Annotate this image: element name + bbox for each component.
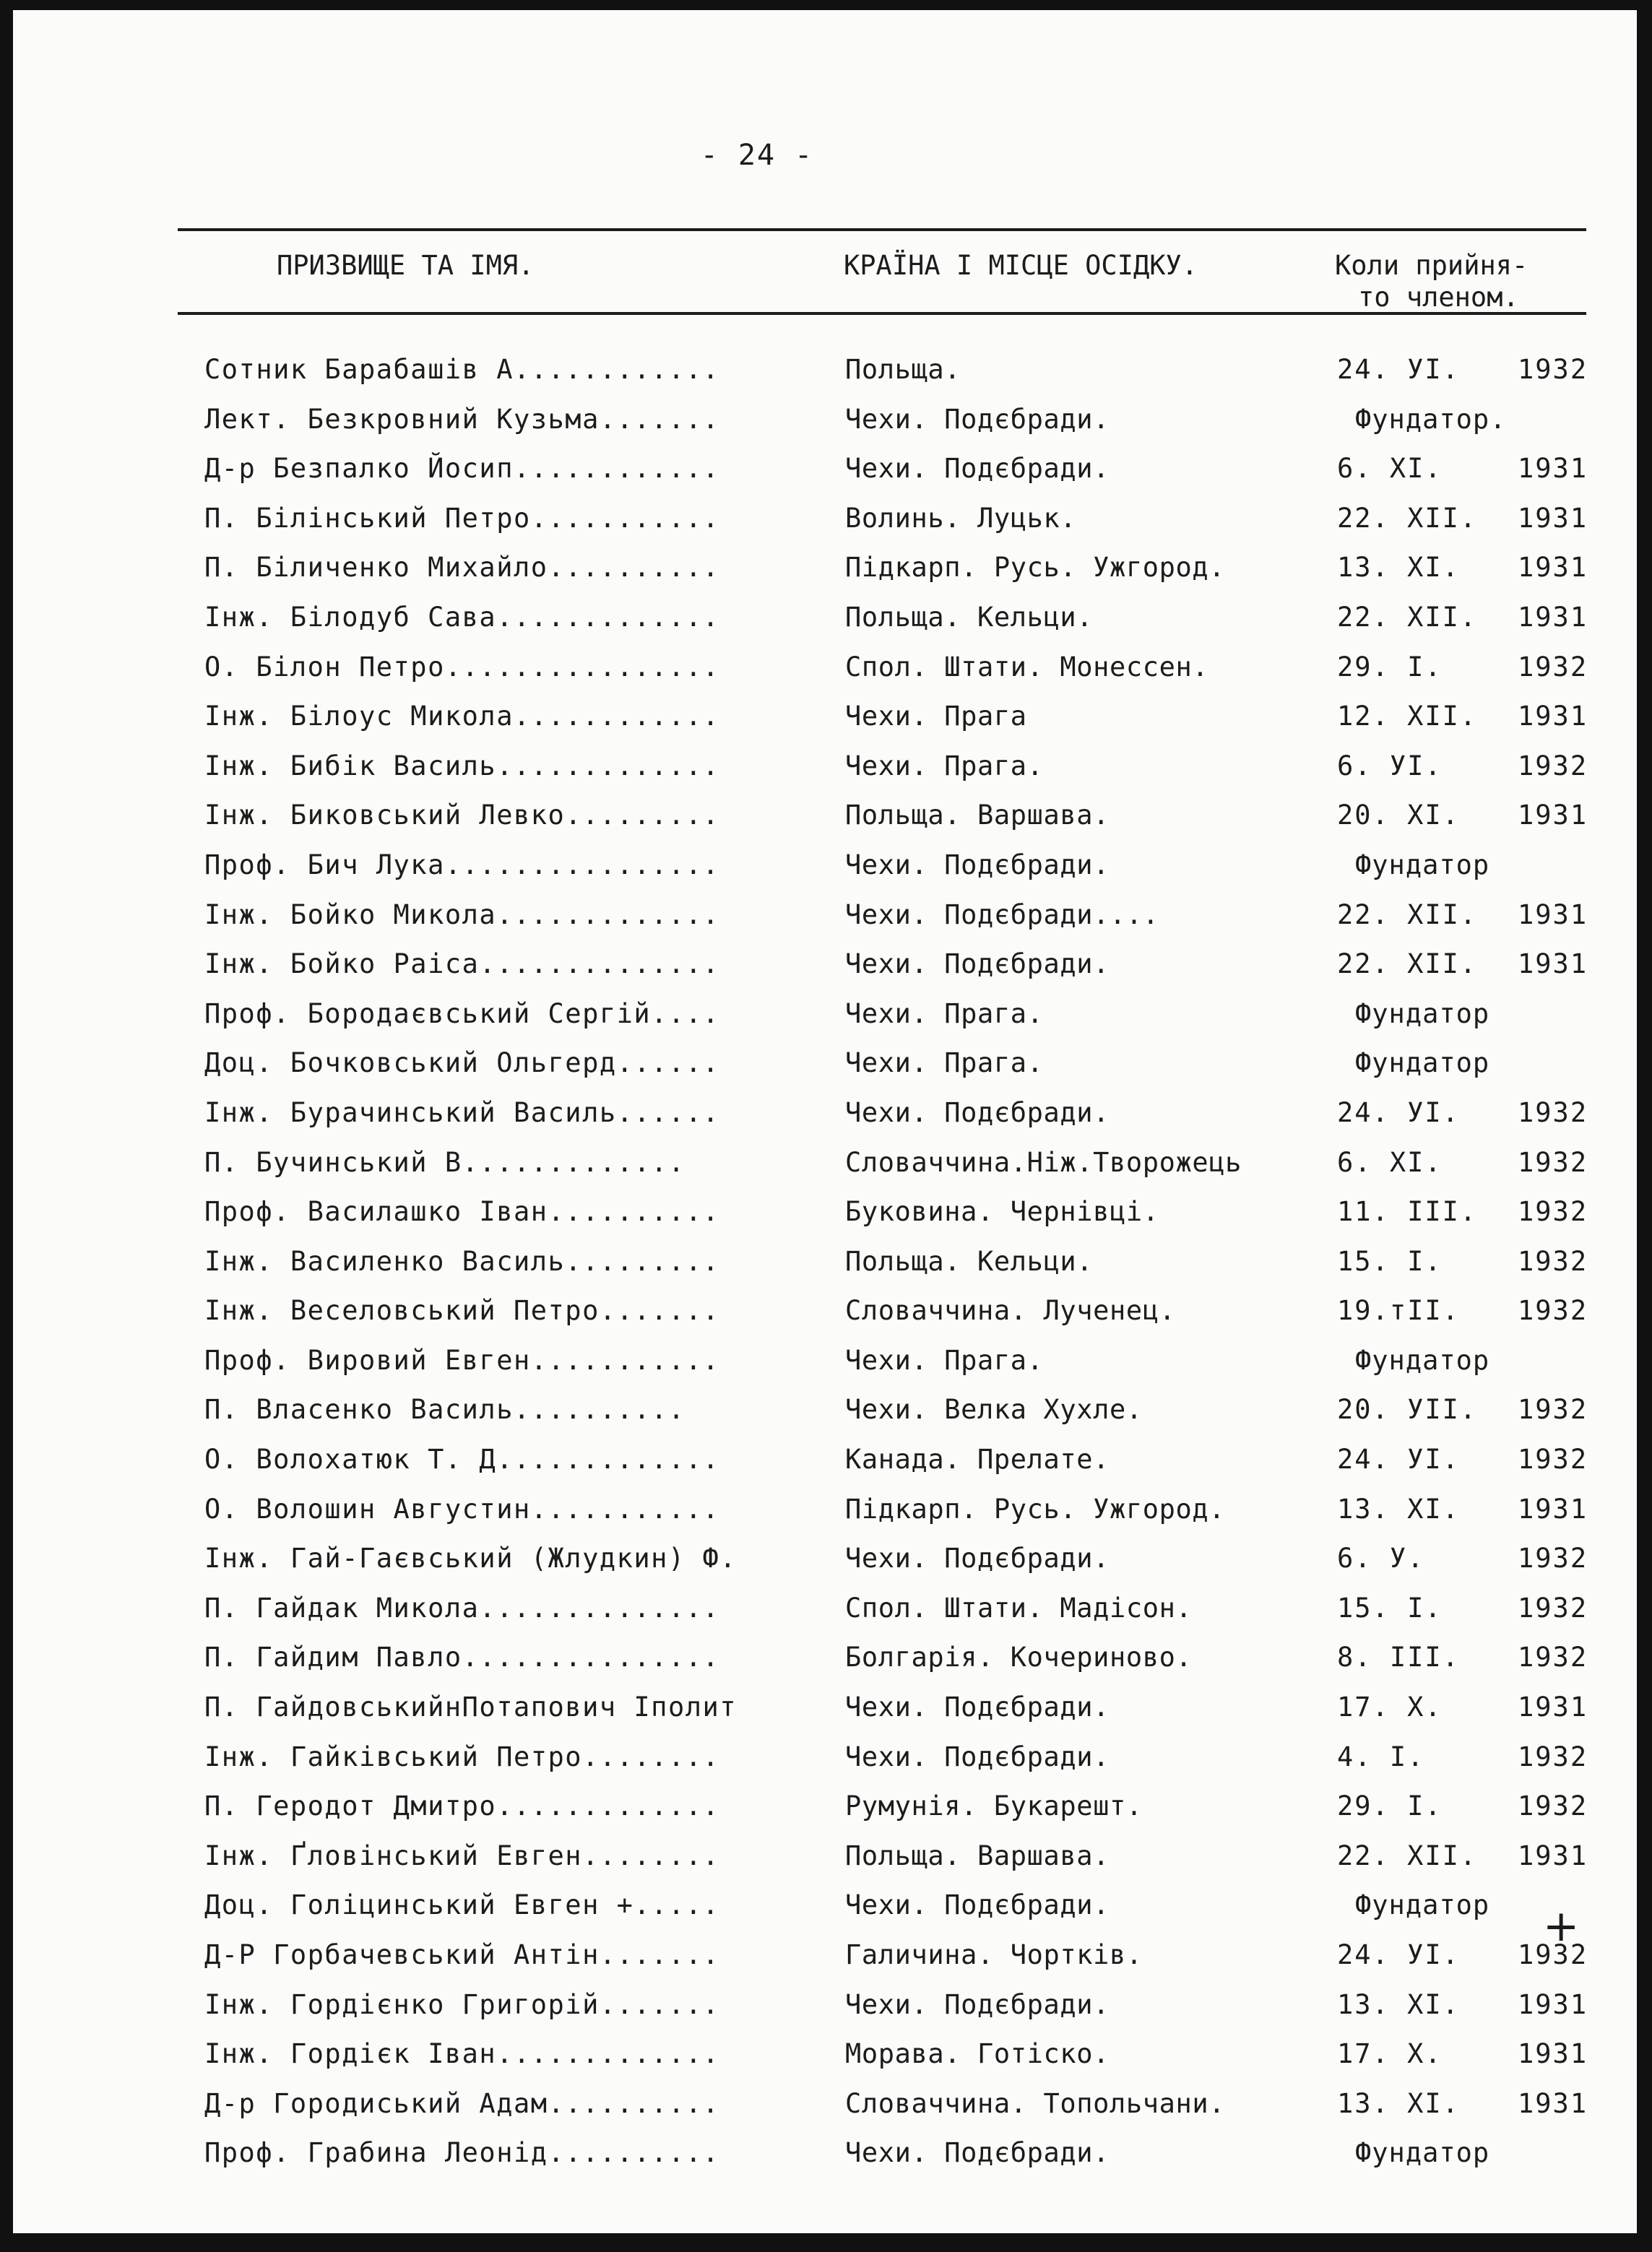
member-join-date: 13. ХІ.: [1337, 2087, 1460, 2119]
member-join-year: 1932: [1518, 1096, 1588, 1128]
member-name: О. Волохатюк Т. Д.............: [204, 1444, 720, 1476]
member-status: Фундатор: [1355, 1047, 1490, 1079]
member-location: Чехи. Прага: [845, 701, 1027, 732]
member-name: Д-Р Горбачевський Антін.......: [204, 1939, 720, 1970]
member-name: Проф. Грабина Леонід..........: [204, 2137, 720, 2169]
member-location: Волинь. Луцьк.: [845, 502, 1077, 534]
member-location: Чехи. Подєбради.: [845, 849, 1110, 880]
member-name: Проф. Вировий Евген...........: [204, 1344, 720, 1376]
member-name: П. Геродот Дмитро.............: [204, 1790, 720, 1822]
member-name: Проф. Бородаєвський Сергій....: [204, 997, 720, 1029]
page-number: - 24 -: [700, 139, 814, 172]
member-join-date: 17. Х.: [1337, 2038, 1443, 2070]
member-name: Інж. Веселовський Петро.......: [204, 1295, 720, 1327]
member-join-date: 15. І.: [1337, 1592, 1443, 1624]
member-name: Інж. Бойко Микола.............: [204, 898, 720, 930]
member-row: [13, 693, 1637, 743]
member-location: Чехи. Прага.: [845, 750, 1044, 781]
member-join-year: 1931: [1518, 701, 1588, 732]
member-join-date: 4. І.: [1337, 1741, 1425, 1772]
member-row: [13, 1288, 1637, 1338]
member-row: [13, 1634, 1637, 1684]
member-join-year: 1931: [1518, 1692, 1588, 1723]
member-join-date: 6. УІ.: [1337, 750, 1443, 781]
member-name: Інж. Бибік Василь.............: [204, 750, 720, 781]
member-join-date: 15. І.: [1337, 1245, 1443, 1277]
header-place-column: КРАЇНА І МІСЦЕ ОСІДКУ.: [844, 250, 1198, 281]
member-row: [13, 1387, 1637, 1437]
member-location: Польща.: [845, 354, 961, 385]
member-name: О. Волошин Августин...........: [204, 1493, 720, 1525]
member-name: П. Білінський Петро...........: [204, 502, 720, 534]
member-location: Буковина. Чернівці.: [845, 1196, 1159, 1228]
member-location: Чехи. Подєбради.: [845, 1692, 1110, 1723]
member-location: Болгарія. Кочериново.: [845, 1642, 1193, 1673]
member-row: [13, 1239, 1637, 1289]
member-join-year: 1932: [1518, 1245, 1588, 1277]
member-row: [13, 2130, 1637, 2180]
member-row: [13, 1486, 1637, 1536]
member-join-year: 1932: [1518, 1642, 1588, 1673]
member-join-year: 1931: [1518, 2038, 1588, 2070]
member-name: П. Власенко Василь..........: [204, 1394, 686, 1426]
member-join-year: 1931: [1518, 502, 1588, 534]
member-join-date: 13. ХІ.: [1337, 1493, 1460, 1525]
member-join-year: 1932: [1518, 1939, 1588, 1970]
member-name: Лект. Безкровний Кузьма.......: [204, 403, 720, 435]
member-location: Чехи. Подєбради.: [845, 403, 1110, 435]
member-location: Польща. Кельци.: [845, 1245, 1094, 1277]
member-join-date: 22. ХІІ.: [1337, 948, 1478, 980]
member-name: П. Гайдак Микола..............: [204, 1592, 720, 1624]
member-join-year: 1932: [1518, 750, 1588, 781]
member-join-year: 1932: [1518, 1196, 1588, 1228]
member-join-date: 24. УІ.: [1337, 1939, 1460, 1970]
member-row: [13, 1536, 1637, 1585]
member-join-date: 20. ХІ.: [1337, 800, 1460, 831]
member-row: [13, 1437, 1637, 1486]
member-location: Чехи. Подєбради.: [845, 1889, 1110, 1921]
member-row: [13, 397, 1637, 446]
member-row: [13, 1189, 1637, 1239]
member-row: [13, 1090, 1637, 1140]
member-join-date: 6. ХІ.: [1337, 453, 1443, 485]
member-location: Чехи. Подєбради.: [845, 948, 1110, 980]
member-location: Галичина. Чортків.: [845, 1939, 1143, 1970]
member-location: Чехи. Подєбради.: [845, 453, 1110, 485]
member-join-date: 22. ХІІ.: [1337, 1840, 1478, 1871]
member-location: Підкарп. Русь. Ужгород.: [845, 552, 1226, 584]
member-join-year: 1932: [1518, 1146, 1588, 1178]
member-join-date: 17. Х.: [1337, 1692, 1443, 1723]
member-join-date: 12. ХІІ.: [1337, 701, 1478, 732]
member-location: Словаччина.Ніж.Творожець: [845, 1146, 1242, 1178]
member-name: П. Бучинський В.............: [204, 1146, 686, 1178]
member-location: Спол. Штати. Мадісон.: [845, 1592, 1193, 1624]
member-join-year: 1931: [1518, 1840, 1588, 1871]
member-row: [13, 1932, 1637, 1982]
member-join-date: 22. ХІІ.: [1337, 502, 1478, 534]
member-row: [13, 892, 1637, 942]
member-name: Проф. Василашко Іван..........: [204, 1196, 720, 1228]
member-name: Інж. Бойко Раіса..............: [204, 948, 720, 980]
member-name: Інж. Гордієк Іван.............: [204, 2038, 720, 2070]
member-status: Фундатор: [1355, 1344, 1490, 1376]
member-location: Чехи. Прага.: [845, 1344, 1044, 1376]
member-join-date: 29. І.: [1337, 1790, 1443, 1822]
member-row: [13, 347, 1637, 397]
member-row: [13, 1833, 1637, 1883]
member-row: [13, 1734, 1637, 1784]
member-location: Чехи. Подєбради.: [845, 2137, 1110, 2169]
member-location: Румунія. Букарешт.: [845, 1790, 1143, 1822]
member-row: [13, 545, 1637, 594]
member-name: Д-р Безпалко Йосип............: [204, 453, 720, 485]
member-join-year: 1931: [1518, 601, 1588, 633]
member-join-year: 1932: [1518, 1790, 1588, 1822]
member-row: [13, 446, 1637, 495]
member-row: [13, 1338, 1637, 1387]
member-join-year: 1931: [1518, 453, 1588, 485]
member-name: Сотник Барабашів А............: [204, 354, 720, 385]
member-join-year: 1932: [1518, 651, 1588, 683]
member-location: Морава. Готіско.: [845, 2038, 1110, 2070]
member-row: [13, 495, 1637, 545]
member-name: П. Біличенко Михайло..........: [204, 552, 720, 584]
member-location: Словаччина. Топольчани.: [845, 2087, 1226, 2119]
member-status: Фундатор.: [1355, 403, 1507, 435]
member-row: [13, 1585, 1637, 1635]
header-date-column-line1: Коли прийня-: [1335, 250, 1528, 281]
member-join-date: 24. УІ.: [1337, 354, 1460, 385]
member-join-date: 11. ІІІ.: [1337, 1196, 1478, 1228]
member-status: Фундатор: [1355, 2137, 1490, 2169]
member-join-year: 1932: [1518, 1295, 1588, 1327]
member-join-year: 1932: [1518, 1543, 1588, 1575]
member-join-date: 8. ІІІ.: [1337, 1642, 1460, 1673]
member-name: П. ГайдовськийнПотапович Іполит: [204, 1692, 738, 1723]
member-location: Чехи. Подєбради.: [845, 1741, 1110, 1772]
member-status: Фундатор: [1355, 1889, 1490, 1921]
member-join-year: 1931: [1518, 2087, 1588, 2119]
member-name: Інж. Білоус Микола............: [204, 701, 720, 732]
member-join-date: 20. УІІ.: [1337, 1394, 1478, 1426]
member-row: [13, 941, 1637, 991]
member-join-date: 22. ХІІ.: [1337, 898, 1478, 930]
member-location: Чехи. Велка Хухле.: [845, 1394, 1143, 1426]
member-location: Чехи. Прага.: [845, 1047, 1044, 1079]
member-name: Інж. Білодуб Сава.............: [204, 601, 720, 633]
member-name: Інж. Ґловінський Евген........: [204, 1840, 720, 1871]
member-row: [13, 991, 1637, 1041]
header-date-column-line2: то членом.: [1358, 282, 1519, 313]
header-top-rule: [178, 228, 1586, 231]
margin-cross-mark: +: [1543, 1901, 1580, 1952]
member-row: [13, 2081, 1637, 2131]
member-location: Чехи. Подєбради.: [845, 1988, 1110, 2020]
member-name: Інж. Бурачинський Василь......: [204, 1096, 720, 1128]
member-join-date: 24. УІ.: [1337, 1444, 1460, 1476]
member-name: Інж. Гай-Гаєвський (Жлудкин) Ф.: [204, 1543, 738, 1575]
member-join-date: 6. ХІ.: [1337, 1146, 1443, 1178]
member-join-year: 1931: [1518, 552, 1588, 584]
member-location: Канада. Прелате.: [845, 1444, 1110, 1476]
member-join-year: 1931: [1518, 1988, 1588, 2020]
member-row: [13, 1783, 1637, 1833]
header-bottom-rule: [178, 312, 1586, 315]
member-join-date: 22. ХІІ.: [1337, 601, 1478, 633]
member-name: Проф. Бич Лука................: [204, 849, 720, 880]
member-location: Польща. Варшава.: [845, 1840, 1110, 1871]
member-location: Підкарп. Русь. Ужгород.: [845, 1493, 1226, 1525]
member-name: Доц. Голіцинський Евген +.....: [204, 1889, 720, 1921]
member-location: Спол. Штати. Монессен.: [845, 651, 1209, 683]
member-row: [13, 2031, 1637, 2081]
member-join-year: 1932: [1518, 1394, 1588, 1426]
member-location: Чехи. Подєбради.: [845, 1543, 1110, 1575]
member-row: [13, 842, 1637, 892]
member-join-year: 1932: [1518, 1741, 1588, 1772]
member-row: [13, 644, 1637, 694]
member-row: [13, 792, 1637, 842]
header-name-column: ПРИЗВИЩЕ ТА ІМЯ.: [277, 250, 535, 281]
member-join-date: 24. УІ.: [1337, 1096, 1460, 1128]
member-row: [13, 1040, 1637, 1090]
member-name: Доц. Бочковський Ольгерд......: [204, 1047, 720, 1079]
member-location: Польща. Кельци.: [845, 601, 1094, 633]
member-name: Інж. Гайківський Петро........: [204, 1741, 720, 1772]
member-status: Фундатор: [1355, 849, 1490, 880]
member-row: [13, 1684, 1637, 1734]
member-name: Інж. Биковський Левко.........: [204, 800, 720, 831]
member-row: [13, 1882, 1637, 1932]
member-name: Д-р Городиський Адам..........: [204, 2087, 720, 2119]
member-join-year: 1931: [1518, 1493, 1588, 1525]
member-name: О. Білон Петро................: [204, 651, 720, 683]
member-join-date: 19.тІІ.: [1337, 1295, 1460, 1327]
member-name: П. Гайдим Павло...............: [204, 1642, 720, 1673]
member-name: Інж. Василенко Василь.........: [204, 1245, 720, 1277]
member-row: [13, 1982, 1637, 2032]
member-join-year: 1931: [1518, 898, 1588, 930]
member-row: [13, 594, 1637, 644]
member-row: [13, 1140, 1637, 1190]
member-row: [13, 743, 1637, 793]
member-join-date: 29. І.: [1337, 651, 1443, 683]
member-location: Польща. Варшава.: [845, 800, 1110, 831]
member-join-year: 1932: [1518, 1444, 1588, 1476]
member-location: Чехи. Подєбради.: [845, 1096, 1110, 1128]
member-join-year: 1931: [1518, 800, 1588, 831]
member-name: Інж. Гордієнко Григорій.......: [204, 1988, 720, 2020]
members-list: [13, 347, 1637, 2180]
member-join-year: 1932: [1518, 354, 1588, 385]
member-join-year: 1932: [1518, 1592, 1588, 1624]
member-join-date: 13. ХІ.: [1337, 1988, 1460, 2020]
member-location: Чехи. Прага.: [845, 997, 1044, 1029]
member-join-date: 6. У.: [1337, 1543, 1425, 1575]
document-page: [13, 10, 1637, 2233]
member-location: Чехи. Подєбради....: [845, 898, 1159, 930]
member-join-year: 1931: [1518, 948, 1588, 980]
member-status: Фундатор: [1355, 997, 1490, 1029]
member-join-date: 13. ХІ.: [1337, 552, 1460, 584]
member-location: Словаччина. Лученец.: [845, 1295, 1176, 1327]
